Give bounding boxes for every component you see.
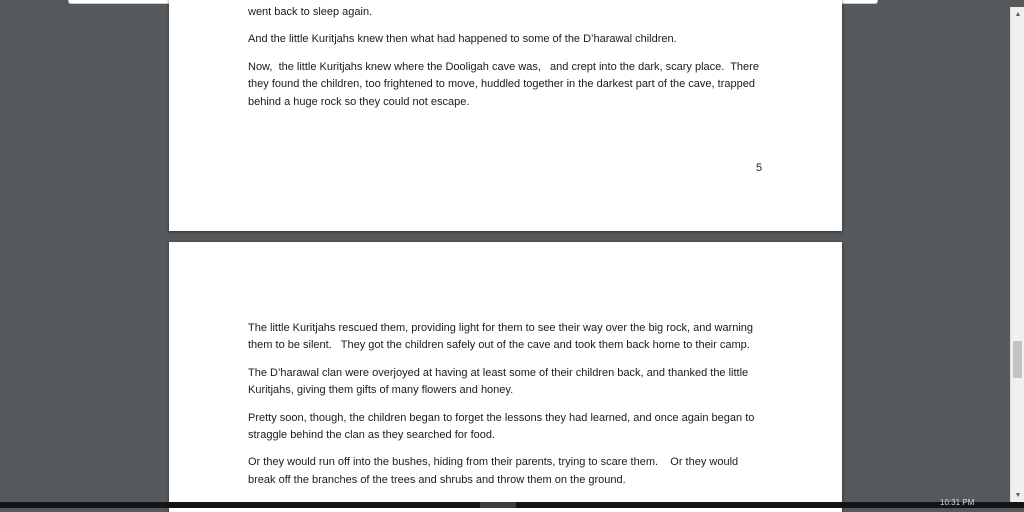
paragraph-3: Now, the little Kuritjahs knew where the Dooligah cave was, and crept into the dark, scary place. There they found the children, too frightened to move, huddled together in the darkest part of the cave, trapped behind a huge rock so they could not escape. — [248, 60, 763, 108]
scrollbar-thumb[interactable] — [1013, 341, 1022, 378]
paragraph-1: The little Kuritjahs rescued them, providing light for them to see their way over the big rock, and warning them to be silent. They got the children safely out of the cave and took them back home to their camp. — [248, 322, 757, 352]
paragraph-4: Or they would run off into the bushes, hiding from their parents, trying to scare them. Or they would break off the branches of the trees and shrubs and throw them on the ground. — [248, 456, 742, 486]
paragraph-2: And the little Kuritjahs knew then what had happened to some of the D’harawal children. — [248, 33, 677, 46]
taskbar-app-button[interactable] — [480, 502, 516, 508]
page-5-body — [248, 4, 768, 111]
paragraph-3: Pretty soon, though, the children began to forget the lessons they had learned, and once again began to straggle behind the clan as they searched for food. — [248, 411, 758, 442]
arrow-down-icon[interactable]: ▼ — [1014, 491, 1022, 499]
taskbar — [0, 498, 1024, 508]
vertical-scrollbar[interactable] — [1010, 7, 1024, 502]
page-number: 5 — [756, 162, 763, 174]
page-6-body — [248, 320, 768, 489]
arrow-up-icon[interactable]: ▲ — [1014, 10, 1022, 18]
paragraph-2: The D’harawal clan were overjoyed at having at least some of their children back, and thanked the little Kuritjahs, giving them gifts of many flowers and honey. — [248, 366, 752, 397]
system-clock: 10:31 PM — [940, 498, 975, 507]
paragraph-1: went back to sleep again. — [248, 6, 373, 18]
document-page-6 — [169, 242, 842, 512]
document-page-5 — [169, 0, 842, 231]
